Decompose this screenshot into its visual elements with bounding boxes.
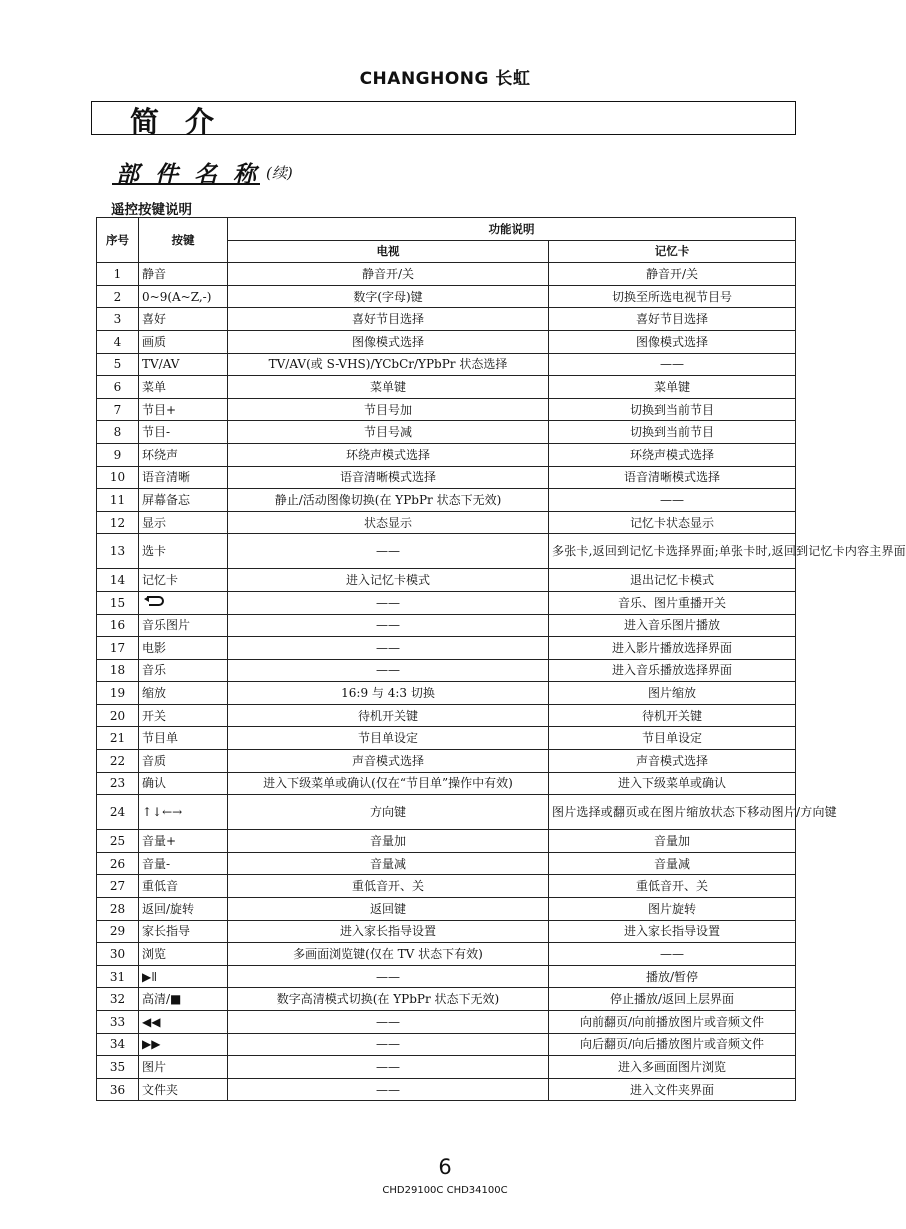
tv-function: 进入下级菜单或确认(仅在“节目单”操作中有效)	[228, 772, 549, 795]
key-name: 菜单	[139, 376, 228, 399]
memory-card-function: 切换至所选电视节目号	[549, 285, 796, 308]
section-heading: 部件名称	[116, 162, 272, 188]
table-row	[97, 330, 796, 353]
tv-function: 16:9 与 4:3 切换	[228, 682, 549, 705]
tv-function: 进入家长指导设置	[228, 920, 549, 943]
row-number: 14	[97, 569, 139, 592]
memory-card-function: 向后翻页/向后播放图片或音频文件	[549, 1033, 796, 1056]
memory-card-function: 静音开/关	[549, 263, 796, 286]
tv-function: 数字高清模式切换(在 YPbPr 状态下无效)	[228, 988, 549, 1011]
table-row	[97, 1033, 796, 1056]
memory-card-function: 进入多画面图片浏览	[549, 1056, 796, 1079]
key-name: 喜好	[139, 308, 228, 331]
page-number: 6	[438, 1155, 452, 1179]
key-name: 音质	[139, 750, 228, 773]
table-row	[97, 421, 796, 444]
row-number: 29	[97, 920, 139, 943]
key-name: ▶▶	[139, 1033, 228, 1056]
row-number: 1	[97, 263, 139, 286]
table-row	[97, 1078, 796, 1101]
key-name: 屏幕备忘	[139, 489, 228, 512]
memory-card-function: 切换到当前节目	[549, 421, 796, 444]
row-number: 4	[97, 330, 139, 353]
memory-card-function: 环绕声模式选择	[549, 443, 796, 466]
memory-card-function: 图片选择或翻页或在图片缩放状态下移动图片/方向键	[549, 795, 796, 830]
table-row	[97, 875, 796, 898]
row-number: 16	[97, 614, 139, 637]
key-name: ▶ǁ	[139, 965, 228, 988]
row-number: 18	[97, 659, 139, 682]
key-name: 缩放	[139, 682, 228, 705]
row-number: 3	[97, 308, 139, 331]
row-number: 27	[97, 875, 139, 898]
memory-card-function: 切换到当前节目	[549, 398, 796, 421]
tv-function: 返回键	[228, 898, 549, 921]
key-name: 0~9(A~Z,-)	[139, 285, 228, 308]
table-row	[97, 920, 796, 943]
table-row	[97, 830, 796, 853]
row-number: 32	[97, 988, 139, 1011]
key-name: 高清/■	[139, 988, 228, 1011]
tv-function: ——	[228, 1056, 549, 1079]
tv-function: 声音模式选择	[228, 750, 549, 773]
table-row	[97, 852, 796, 875]
table-row	[97, 489, 796, 512]
table-row	[97, 1011, 796, 1034]
tv-function: 节目单设定	[228, 727, 549, 750]
table-row	[97, 943, 796, 966]
tv-function: 音量加	[228, 830, 549, 853]
tv-function: ——	[228, 637, 549, 660]
memory-card-function: 进入家长指导设置	[549, 920, 796, 943]
tv-function: 音量减	[228, 852, 549, 875]
tv-function: ——	[228, 965, 549, 988]
memory-card-function: 进入音乐播放选择界面	[549, 659, 796, 682]
key-name: 家长指导	[139, 920, 228, 943]
row-number: 19	[97, 682, 139, 705]
tv-function: 语音清晰模式选择	[228, 466, 549, 489]
row-number: 31	[97, 965, 139, 988]
key-name: 电影	[139, 637, 228, 660]
memory-card-function: 音量减	[549, 852, 796, 875]
header-function: 功能说明	[228, 218, 796, 241]
row-number: 7	[97, 398, 139, 421]
remote-key-table	[96, 217, 906, 1101]
table-row	[97, 704, 796, 727]
table-row	[97, 659, 796, 682]
row-number: 21	[97, 727, 139, 750]
table-row	[97, 637, 796, 660]
memory-card-function: 喜好节目选择	[549, 308, 796, 331]
tv-function: 静止/活动图像切换(在 YPbPr 状态下无效)	[228, 489, 549, 512]
memory-card-function: 节目单设定	[549, 727, 796, 750]
table-row	[97, 376, 796, 399]
header-key: 按键	[139, 218, 228, 263]
memory-card-function: 向前翻页/向前播放图片或音频文件	[549, 1011, 796, 1034]
row-number: 33	[97, 1011, 139, 1034]
memory-card-function: ——	[549, 943, 796, 966]
key-name: 重低音	[139, 875, 228, 898]
table-body	[97, 263, 906, 1101]
row-number: 6	[97, 376, 139, 399]
tv-function: 喜好节目选择	[228, 308, 549, 331]
memory-card-function: 进入下级菜单或确认	[549, 772, 796, 795]
key-name: 图片	[139, 1056, 228, 1079]
key-name: 静音	[139, 263, 228, 286]
row-number: 13	[97, 534, 139, 569]
key-name: 节目单	[139, 727, 228, 750]
tv-function: ——	[228, 534, 549, 569]
table-row	[97, 534, 796, 569]
table-heading: 遥控按键说明	[111, 202, 192, 218]
row-number: 8	[97, 421, 139, 444]
key-name: 画质	[139, 330, 228, 353]
tv-function: 多画面浏览键(仅在 TV 状态下有效)	[228, 943, 549, 966]
memory-card-function: 音量加	[549, 830, 796, 853]
key-name: 显示	[139, 511, 228, 534]
table-row	[97, 965, 796, 988]
memory-card-function: ——	[549, 489, 796, 512]
table-row	[97, 511, 796, 534]
memory-card-function: 多张卡,返回到记忆卡选择界面;单张卡时,返回到记忆卡内容主界面	[549, 534, 796, 569]
key-name: 浏览	[139, 943, 228, 966]
row-number: 17	[97, 637, 139, 660]
table-row	[97, 443, 796, 466]
key-name: 选卡	[139, 534, 228, 569]
memory-card-function: 退出记忆卡模式	[549, 569, 796, 592]
page-title: 简介	[130, 105, 241, 139]
brand-logo: CHANGHONG 长虹	[359, 69, 531, 89]
row-number: 2	[97, 285, 139, 308]
page-title-box	[91, 101, 796, 139]
memory-card-function: 进入音乐图片播放	[549, 614, 796, 637]
row-number: 22	[97, 750, 139, 773]
row-number: 34	[97, 1033, 139, 1056]
key-name: ↑↓←→	[139, 795, 228, 830]
memory-card-function: 语音清晰模式选择	[549, 466, 796, 489]
table-row	[97, 750, 796, 773]
key-name: 音乐	[139, 659, 228, 682]
tv-function: 节目号减	[228, 421, 549, 444]
memory-card-function: ——	[549, 353, 796, 376]
key-name: 环绕声	[139, 443, 228, 466]
row-number: 30	[97, 943, 139, 966]
memory-card-function: 进入文件夹界面	[549, 1078, 796, 1101]
key-name: 记忆卡	[139, 569, 228, 592]
key-name: 音乐图片	[139, 614, 228, 637]
header-memory-card: 记忆卡	[549, 240, 796, 263]
tv-function: 环绕声模式选择	[228, 443, 549, 466]
key-name: 节目+	[139, 398, 228, 421]
section-underline	[112, 183, 260, 185]
key-name: 节目-	[139, 421, 228, 444]
memory-card-function: 播放/暂停	[549, 965, 796, 988]
row-number: 36	[97, 1078, 139, 1101]
table-row	[97, 727, 796, 750]
memory-card-function: 菜单键	[549, 376, 796, 399]
table-row	[97, 398, 796, 421]
table-row	[97, 353, 796, 376]
memory-card-function: 进入影片播放选择界面	[549, 637, 796, 660]
table-row	[97, 898, 796, 921]
row-number: 12	[97, 511, 139, 534]
tv-function: TV/AV(或 S-VHS)/YCbCr/YPbPr 状态选择	[228, 353, 549, 376]
header-tv: 电视	[228, 240, 549, 263]
tv-function: ——	[228, 591, 549, 614]
memory-card-function: 图片旋转	[549, 898, 796, 921]
table-row	[97, 682, 796, 705]
table-row	[97, 263, 796, 286]
key-name: TV/AV	[139, 353, 228, 376]
tv-function: 图像模式选择	[228, 330, 549, 353]
key-name: 文件夹	[139, 1078, 228, 1101]
row-number: 15	[97, 591, 139, 614]
row-number: 5	[97, 353, 139, 376]
key-name: 确认	[139, 772, 228, 795]
repeat-icon	[142, 595, 164, 607]
memory-card-function: 图片缩放	[549, 682, 796, 705]
model-numbers: CHD29100C CHD34100C	[382, 1185, 508, 1196]
key-name	[139, 591, 228, 614]
key-name: 音量+	[139, 830, 228, 853]
tv-function: 方向键	[228, 795, 549, 830]
table-row	[97, 308, 796, 331]
tv-function: 节目号加	[228, 398, 549, 421]
table-row	[97, 285, 796, 308]
key-name: 音量-	[139, 852, 228, 875]
table-row	[97, 569, 796, 592]
tv-function: ——	[228, 1033, 549, 1056]
row-number: 24	[97, 795, 139, 830]
memory-card-function: 记忆卡状态显示	[549, 511, 796, 534]
key-name: 开关	[139, 704, 228, 727]
row-number: 35	[97, 1056, 139, 1079]
row-number: 23	[97, 772, 139, 795]
table-row	[97, 772, 796, 795]
section-note: (续)	[266, 164, 293, 182]
row-number: 25	[97, 830, 139, 853]
memory-card-function: 声音模式选择	[549, 750, 796, 773]
tv-function: 重低音开、关	[228, 875, 549, 898]
row-number: 26	[97, 852, 139, 875]
table-row	[97, 466, 796, 489]
row-number: 20	[97, 704, 139, 727]
table-row	[97, 591, 796, 614]
row-number: 11	[97, 489, 139, 512]
tv-function: ——	[228, 614, 549, 637]
memory-card-function: 音乐、图片重播开关	[549, 591, 796, 614]
tv-function: ——	[228, 659, 549, 682]
memory-card-function: 待机开关键	[549, 704, 796, 727]
tv-function: 状态显示	[228, 511, 549, 534]
header-seq: 序号	[97, 218, 139, 263]
tv-function: 进入记忆卡模式	[228, 569, 549, 592]
tv-function: 静音开/关	[228, 263, 549, 286]
row-number: 9	[97, 443, 139, 466]
table-row	[97, 1056, 796, 1079]
memory-card-function: 重低音开、关	[549, 875, 796, 898]
table-row	[97, 795, 796, 830]
row-number: 28	[97, 898, 139, 921]
tv-function: 数字(字母)键	[228, 285, 549, 308]
tv-function: 菜单键	[228, 376, 549, 399]
table-row	[97, 614, 796, 637]
table-row	[97, 988, 796, 1011]
tv-function: 待机开关键	[228, 704, 549, 727]
tv-function: ——	[228, 1011, 549, 1034]
key-name: ◀◀	[139, 1011, 228, 1034]
key-name: 返回/旋转	[139, 898, 228, 921]
memory-card-function: 图像模式选择	[549, 330, 796, 353]
tv-function: ——	[228, 1078, 549, 1101]
row-number: 10	[97, 466, 139, 489]
memory-card-function: 停止播放/返回上层界面	[549, 988, 796, 1011]
key-name: 语音清晰	[139, 466, 228, 489]
